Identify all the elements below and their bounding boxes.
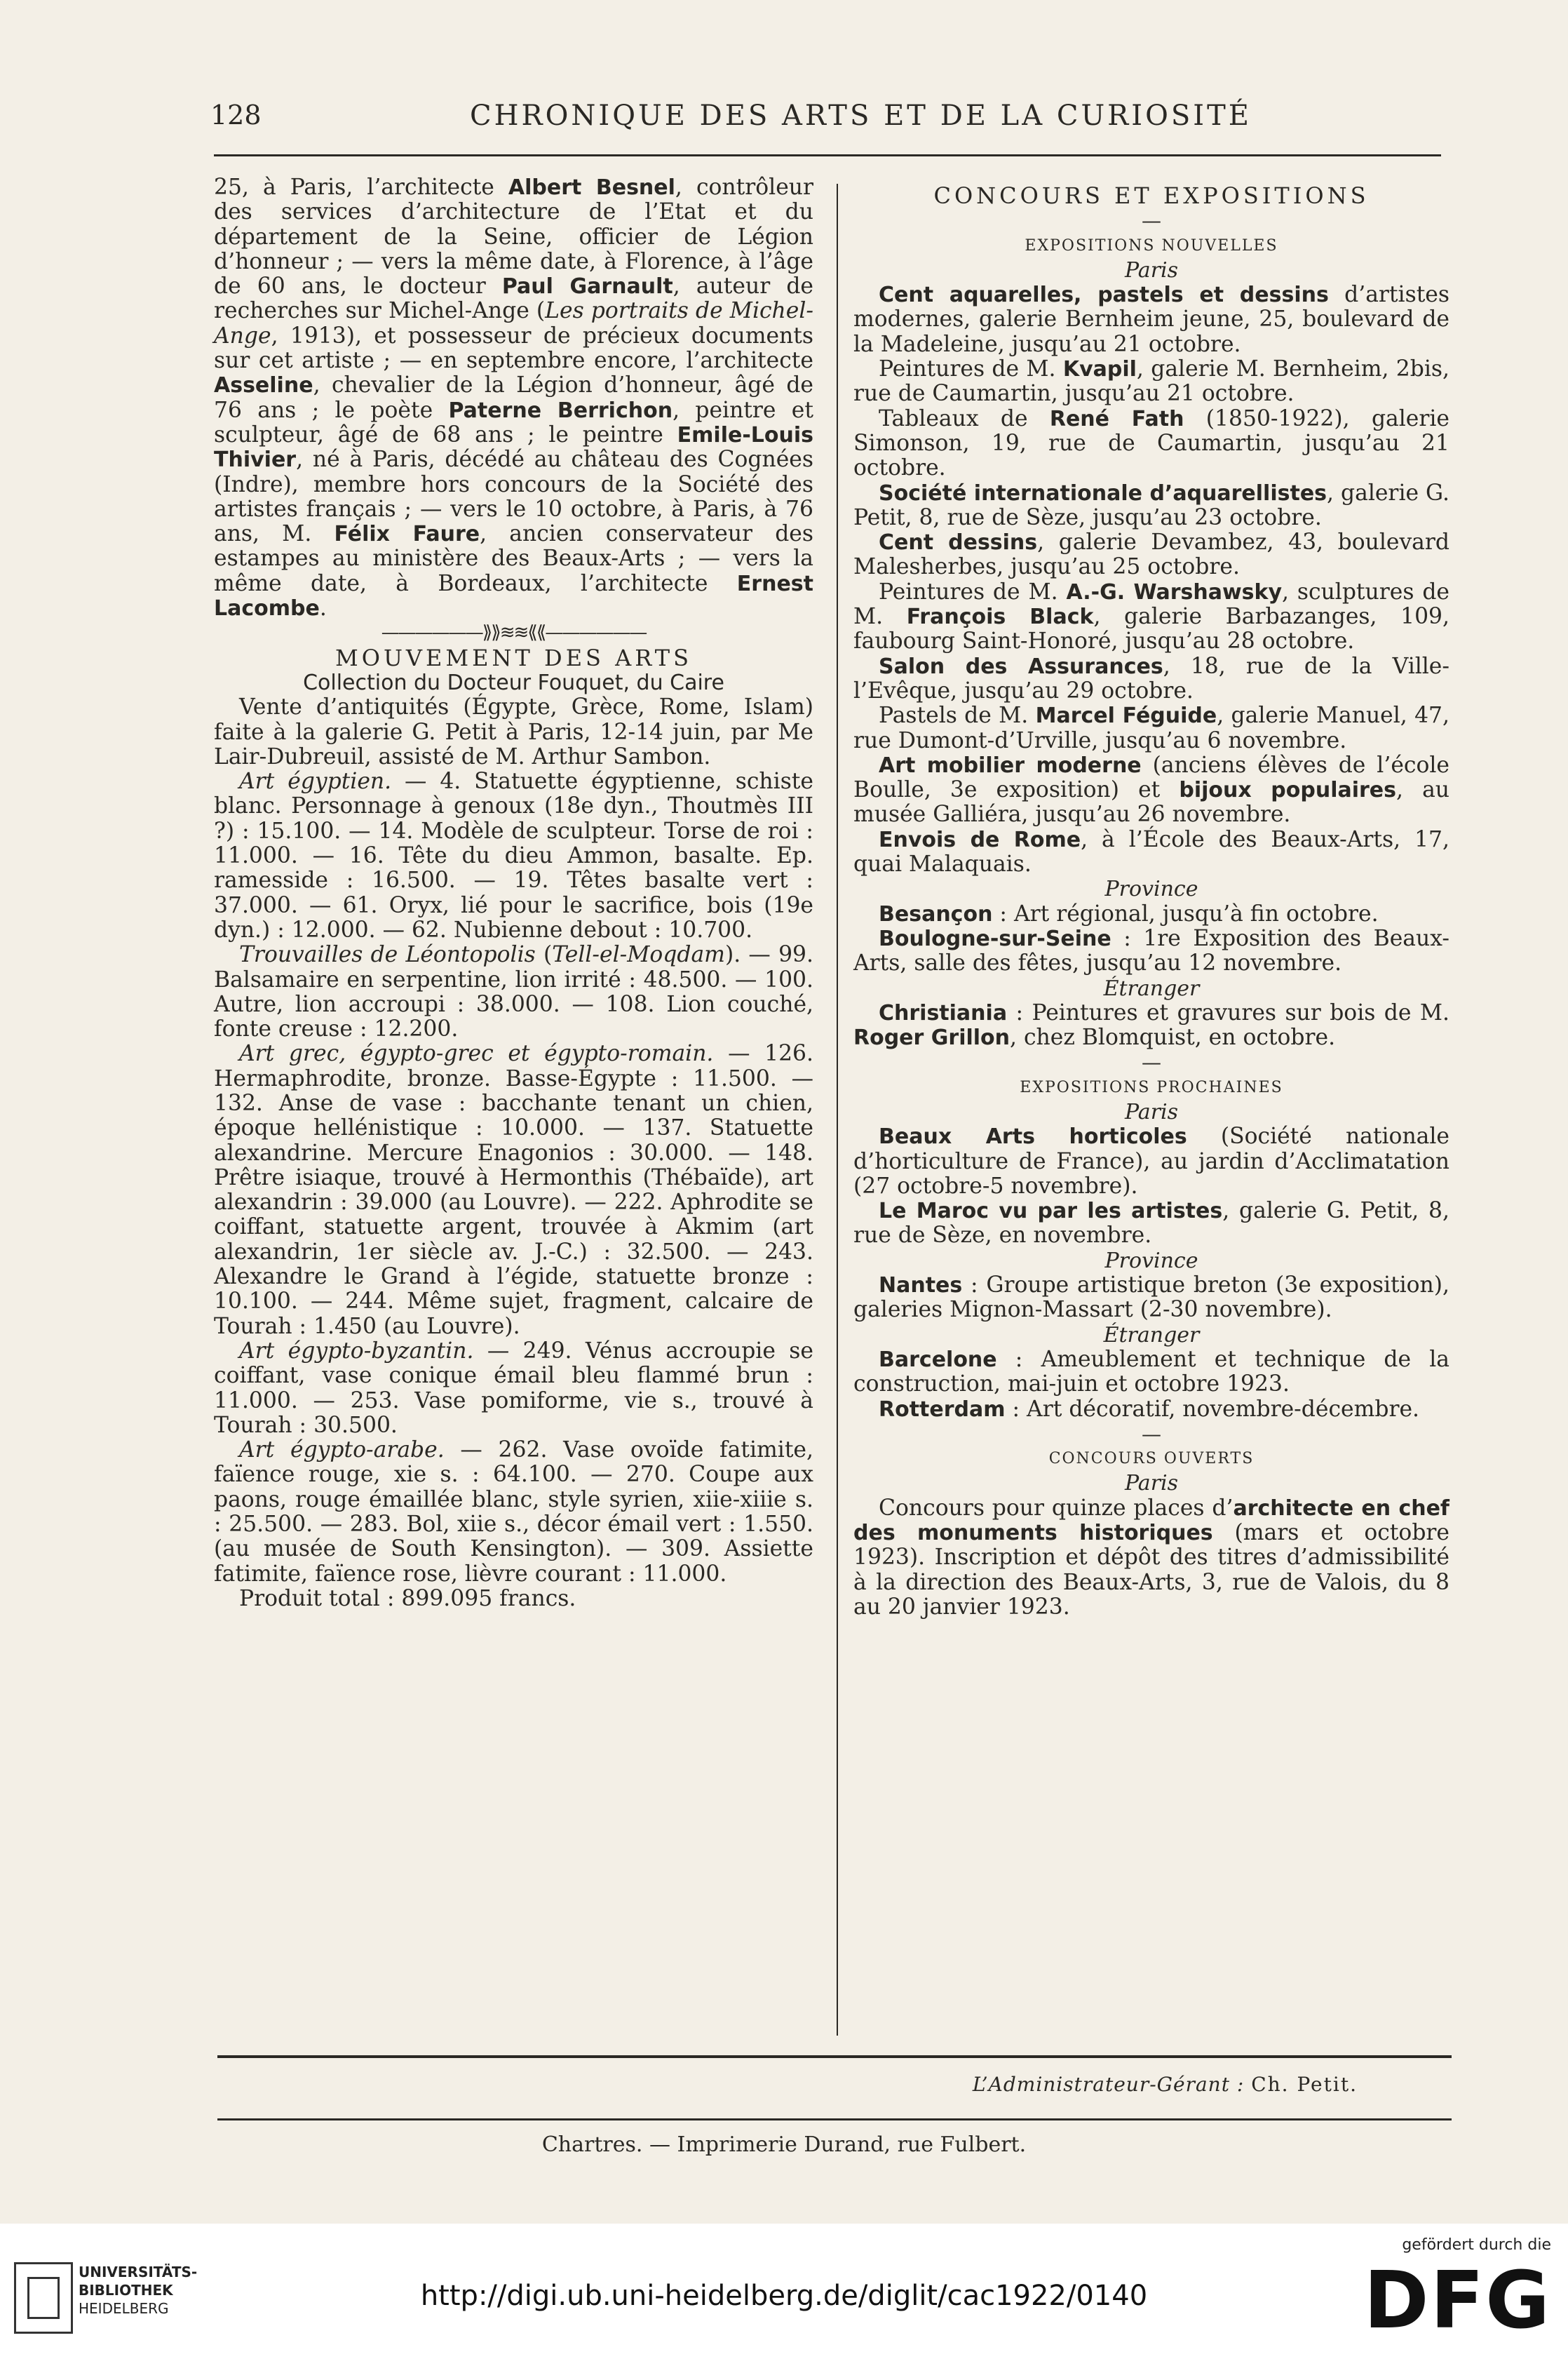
bold-name: A.-G. Warshawsky [1066, 579, 1283, 605]
text-run: , chevalier de la Légion d’honneur, âgé de 76 ans ; le poète [214, 372, 813, 423]
bold-name: François Black [906, 605, 1094, 630]
bold-name: Roger Grillon [853, 1026, 1011, 1051]
subhead-expos-nouvelles: EXPOSITIONS NOUVELLES [1025, 236, 1278, 255]
location-etranger: Étranger [1103, 976, 1200, 1001]
administrator-line [973, 2073, 1358, 2096]
listing-entry [853, 654, 1449, 704]
location-paris: Paris [1124, 1471, 1179, 1496]
list-nouvelles-province [853, 902, 1449, 976]
location-paris: Paris [1124, 257, 1179, 283]
bold-name: Boulogne-sur-Seine [879, 926, 1111, 951]
text-run: , galerie M. Bernheim, 2bis, rue de Caumartin, jusqu’au 21 octobre. [853, 356, 1449, 407]
bold-name: René Fath [1049, 406, 1184, 431]
bold-name: Ernest Lacombe [214, 571, 813, 621]
running-title: CHRONIQUE DES ARTS ET DE LA CURIOSITÉ [470, 100, 1252, 132]
university-line: BIBLIOTHEK [79, 2282, 173, 2299]
text-run: , né à Paris, décédé au château des Cognées (Indre), membre hors concours de la Société des artistes français ; — vers le 10 octobre, à Paris, à 76 ans, M. [214, 447, 813, 547]
list-concours-paris [853, 1496, 1449, 1620]
listing-entry [853, 704, 1449, 753]
bold-name: Besançon [879, 901, 993, 927]
entry-art-grec [214, 1042, 813, 1339]
right-column [853, 184, 1449, 1620]
text-run: : Art décoratif, novembre-décembre. [1005, 1396, 1420, 1422]
location-etranger: Étranger [1103, 1322, 1200, 1347]
listing-entry [853, 1001, 1449, 1051]
italic-term: Art grec, égypto-grec et égypto-romain. [239, 1041, 714, 1067]
subhead-expos-prochaines: EXPOSITIONS PROCHAINES [1020, 1078, 1283, 1096]
text-run: , galerie G. Petit, 8, rue de Sèze, jusqu’au 23 octobre. [853, 480, 1449, 530]
listing-entry [853, 481, 1449, 531]
listing-entry [853, 1273, 1449, 1323]
text-run: , ancien conservateur des estampes au ministère des Beaux-Arts ; — vers la même date, à Bordeaux, l’architecte [214, 521, 813, 596]
separator-dash: — [1142, 209, 1161, 233]
text-run: , 1913), et possesseur de précieux documents sur cet artiste ; — en septembre encore, l’architecte [214, 323, 813, 374]
text-run: , contrôleur des services d’architecture de l’Etat et du département de la Seine, officier de Légion d’honneur ; — vers la même date, à Florence, à l’âge de 60 ans, le docteur [214, 175, 813, 300]
list-prochaines-province [853, 1273, 1449, 1323]
bold-name: Asseline [214, 373, 313, 398]
listing-entry [853, 753, 1449, 828]
text-run: — 262. Vase ovoïde fatimite, faïence rouge, xie s. : 64.100. — 270. Coupe aux paons, rouge émaillée blanc, style syrien, xiie-xiiie s. : 25.500. — 283. Bol, xiie s., décor émail vert : 1.550. (au musée de South Kensington). — 309. Assiette fatimite, faïence rose, lièvre courant : 11.000. [214, 1437, 813, 1587]
bold-name: Kvapil [1062, 357, 1137, 382]
text-run: , au musée Galliéra, jusqu’au 26 novembre. [853, 777, 1449, 828]
entry-leontopolis [214, 943, 813, 1042]
text-run: . [319, 596, 327, 621]
list-prochaines-paris [853, 1124, 1449, 1248]
listing-entry [853, 530, 1449, 580]
listing-entry [853, 1397, 1449, 1422]
text-run: : Groupe artistique breton (3e exposition), galeries Mignon-Massart (2-30 novembre). [853, 1272, 1449, 1323]
italic-term: Trouvailles de Léontopolis [239, 942, 536, 968]
column-divider [837, 184, 838, 2036]
listing-entry [853, 1347, 1449, 1397]
listing-entry [853, 828, 1449, 878]
university-line: UNIVERSITÄTS- [79, 2264, 198, 2280]
text-run: Tableaux de [879, 405, 1050, 431]
bold-name: Paul Garnault [501, 274, 673, 300]
bottom-rule-lower [217, 2118, 1452, 2120]
entry-art-egyptien [214, 769, 813, 943]
text-run: Peintures de M. [879, 579, 1067, 605]
text-run: , galerie G. Petit, 8, rue de Sèze, en novembre. [853, 1198, 1449, 1249]
bold-name: Cent dessins [879, 530, 1038, 556]
text-run: , chez Blomquist, en octobre. [1010, 1025, 1336, 1051]
text-run: : Peintures et gravures sur bois de M. [1007, 1000, 1449, 1026]
university-line: HEIDELBERG [79, 2300, 169, 2317]
administrator-label: L’Administrateur-Gérant : [972, 2073, 1245, 2096]
text-run: , galerie Manuel, 47, rue Dumont-d’Urville, jusqu’au 6 novembre. [853, 703, 1449, 753]
location-province: Province [1104, 877, 1198, 902]
header-rule [214, 154, 1441, 156]
bold-name: Beaux Arts horticoles [879, 1124, 1187, 1150]
bold-name: bijoux populaires [1179, 778, 1396, 803]
text-run: ( [535, 942, 553, 968]
text-run: , auteur de recherches sur Michel-Ange ( [214, 274, 813, 324]
location-paris: Paris [1124, 1099, 1179, 1124]
list-prochaines-etranger [853, 1347, 1449, 1422]
entry-art-byzantin [214, 1339, 813, 1438]
section-title-concours: CONCOURS ET EXPOSITIONS [933, 182, 1370, 209]
text-run: : Art régional, jusqu’à fin octobre. [992, 901, 1379, 927]
digitization-footer [0, 2224, 1568, 2366]
listing-entry [853, 1199, 1449, 1249]
italic-term: Art égypto-arabe. [239, 1437, 445, 1463]
printer-imprint: Chartres. — Imprimerie Durand, rue Fulbert. [541, 2132, 1027, 2157]
ornament-divider: ——————⟫⟫≋≋⟪⟪—————— [381, 622, 647, 644]
bold-name: Nantes [879, 1273, 963, 1298]
bold-name: Félix Faure [334, 522, 480, 547]
sale-intro: Vente d’antiquités (Égypte, Grèce, Rome, Islam) faite à la galerie G. Petit à Paris, 12-14 juin, par Me Lair-Dubreuil, assisté de M. Arthur Sambon. [214, 694, 813, 769]
bold-name: Cent aquarelles, pastels et dessins [879, 283, 1329, 308]
text-run: : Ameublement et technique de la construction, mai-juin et octobre 1923. [853, 1346, 1449, 1397]
text-run: (mars et octobre 1923). Inscription et dépôt des titres d’admissibilité à la direction des Beaux-Arts, 3, rue de Valois, du 8 au 20 janvier 1923. [853, 1520, 1449, 1620]
bold-name: Christiania [879, 1000, 1008, 1026]
bold-name: Rotterdam [879, 1397, 1006, 1422]
text-run: : 1re Exposition des Beaux-Arts, salle des fêtes, jusqu’au 12 novembre. [853, 925, 1449, 976]
listing-entry [853, 1124, 1449, 1199]
bold-name: architecte en chef des monuments historiques [853, 1495, 1449, 1546]
entry-art-arabe [214, 1438, 813, 1587]
page-number: 128 [210, 100, 262, 130]
list-nouvelles-etranger [853, 1001, 1449, 1051]
italic-term: Art égypto-byzantin. [239, 1338, 474, 1364]
text-run: (Société nationale d’horticulture de France), au jardin d’Acclimatation (27 octobre-5 novembre). [853, 1124, 1449, 1199]
listing-entry [853, 283, 1449, 357]
text-run: , galerie Devambez, 43, boulevard Malesherbes, jusqu’au 25 octobre. [853, 530, 1449, 580]
source-url-link[interactable]: http://digi.ub.uni-heidelberg.de/diglit/cac1922/0140 [420, 2280, 1148, 2312]
bold-name: Art mobilier moderne [879, 753, 1142, 778]
text-run: , peintre et sculpteur, âgé de 68 ans ; le peintre [214, 397, 813, 448]
bold-name: Albert Besnel [508, 175, 675, 200]
listing-entry [853, 902, 1449, 927]
sale-total: Produit total : 899.095 francs. [239, 1585, 576, 1611]
collection-title: Collection du Docteur Fouquet, du Caire [303, 670, 724, 695]
text-run: , galerie Barbazanges, 109, faubourg Saint-Honoré, jusqu’au 28 octobre. [853, 604, 1449, 654]
left-column [214, 175, 813, 1611]
text-run: 25, à Paris, l’architecte [214, 175, 508, 200]
text-run: — 126. Hermaphrodite, bronze. Basse-Égypte : 11.500. — 132. Anse de vase : bacchante tenant un chien, époque hellénistique : 10.000. — 137. Statuette alexandrine. Mercure Enagonios : 30.000. — 148. Prêtre isiaque, trouvé à Hermonthis (Thébaïde), art alexandrin : 39.000 (au Louvre). — 222. Aphrodite se coiffant, statuette argent, trouvée à Akmim (art alexandrin, 1er siècle av. J.-C.) : 32.500. — 243. Alexandre le Grand à l’égide, statuette bronze : 10.100. — 244. Même sujet, fragment, calcaire de Tourah : 1.450 (au Louvre). [214, 1041, 813, 1339]
section-title-mouvement: MOUVEMENT DES ARTS [334, 644, 693, 671]
listing-entry [853, 580, 1449, 654]
text-run: , sculptures de M. [853, 579, 1449, 630]
text-run: (anciens élèves de l’école Boulle, 3e exposition) et [853, 752, 1449, 803]
text-run: — 249. Vénus accroupie se coiffant, vase conique émail bleu flammé brun : 11.000. — 253. Vase pomiforme, vie s., trouvé à Tourah : 30.500. [214, 1338, 813, 1438]
obituaries [214, 175, 813, 621]
bold-name: Emile-Louis Thivier [214, 422, 813, 473]
text-run: d’artistes modernes, galerie Bernheim jeune, 25, boulevard de la Madeleine, jusqu’au 21 octobre. [853, 282, 1449, 357]
text-run: , à l’École des Beaux-Arts, 17, quai Malaquais. [853, 826, 1449, 878]
list-nouvelles-paris [853, 283, 1449, 877]
bold-name: Le Maroc vu par les artistes [879, 1199, 1223, 1224]
subhead-concours-ouverts: CONCOURS OUVERTS [1048, 1450, 1255, 1468]
italic-term: Tell-el-Moqdam [552, 942, 725, 968]
text-run: ). — 99. Balsamaire en serpentine, lion irrité : 48.500. — 100. Autre, lion accroupi : 38.000. — 108. Lion couché, fonte creuse : 12.200. [214, 942, 814, 1042]
location-province: Province [1104, 1248, 1198, 1273]
text-run: Concours pour quinze places d’ [879, 1495, 1234, 1521]
italic-term: Art égyptien. [239, 769, 392, 795]
text-run: Peintures de M. [879, 356, 1063, 382]
bold-name: Barcelone [879, 1347, 997, 1372]
administrator-name: Ch. Petit. [1251, 2073, 1358, 2096]
bold-name: Paterne Berrichon [448, 398, 673, 423]
text-run: , 18, rue de la Ville-l’Evêque, jusqu’au 29 octobre. [853, 653, 1449, 704]
bold-name: Société internationale d’aquarellistes [879, 480, 1327, 506]
listing-entry [853, 357, 1449, 407]
text-run: — 4. Statuette égyptienne, schiste blanc. Personnage à genoux (18e dyn., Thoutmès III ?) : 15.100. — 14. Modèle de sculpteur. Torse de roi : 11.000. — 16. Tête du dieu Ammon, basalte. Ep. ramesside : 16.500. — 19. Têtes basalte vert : 37.000. — 61. Oryx, lié pour le sacrifice, bois (19e dyn.) : 12.000. — 62. Nubienne debout : 10.700. [214, 769, 813, 943]
bold-name: Salon des Assurances [879, 654, 1163, 679]
bottom-rule-upper [217, 2055, 1452, 2058]
separator-dash: — [1142, 1422, 1161, 1446]
dfg-logo: DFG [1363, 2255, 1551, 2346]
page-header [210, 100, 1445, 142]
listing-entry [853, 927, 1449, 976]
separator-dash: — [1142, 1051, 1161, 1075]
text-run: Pastels de M. [879, 703, 1036, 729]
funding-note: gefördert durch die [1402, 2236, 1551, 2254]
italic-term: Les portraits de Michel-Ange [214, 298, 813, 349]
listing-entry [853, 1496, 1449, 1620]
text-run: (1850-1922), galerie Simonson, 19, rue de Caumartin, jusqu’au 21 octobre. [853, 405, 1449, 481]
bold-name: Envois de Rome [879, 827, 1081, 852]
bold-name: Marcel Féguide [1035, 704, 1217, 729]
listing-entry [853, 407, 1449, 481]
